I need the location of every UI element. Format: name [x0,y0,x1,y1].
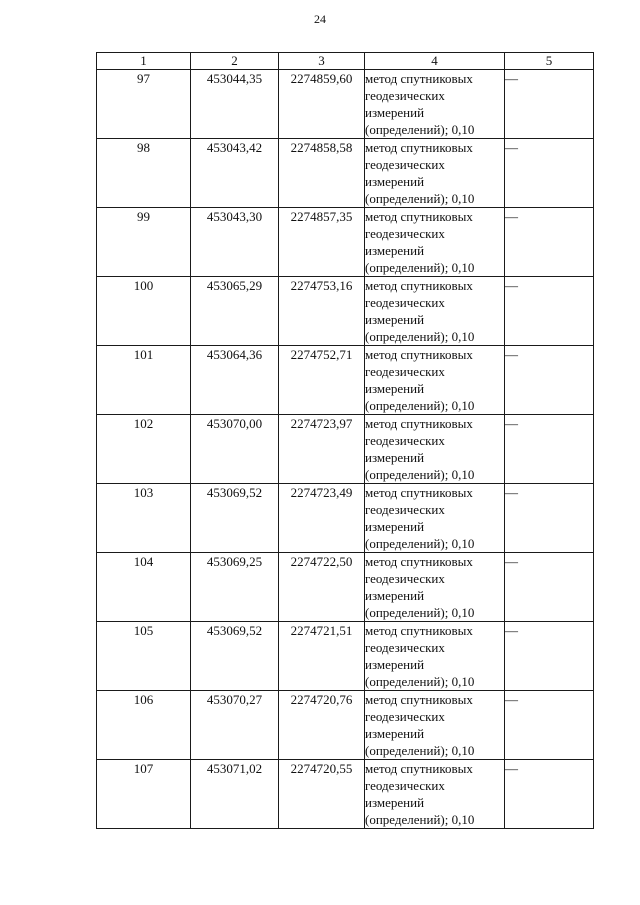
method-cell [365,622,505,691]
method-line: измерений [365,312,425,327]
note-cell: — [505,277,594,346]
point-number-cell: 103 [97,484,191,553]
x-coordinate-cell: 453069,52 [191,622,279,691]
method-line: (определений); 0,10 [365,605,475,620]
method-line: метод спутниковых [365,416,473,431]
method-cell [365,70,505,139]
method-line: метод спутниковых [365,761,473,776]
method-line: метод спутниковых [365,278,473,293]
point-number-cell: 104 [97,553,191,622]
column-header-2: 2 [191,53,279,70]
table-row [97,760,594,829]
method-line: геодезических [365,571,445,586]
column-header-1: 1 [97,53,191,70]
point-number-cell: 99 [97,208,191,277]
method-line: измерений [365,795,425,810]
method-line: (определений); 0,10 [365,674,475,689]
method-line: (определений); 0,10 [365,743,475,758]
x-coordinate-cell: 453064,36 [191,346,279,415]
x-coordinate-cell: 453070,00 [191,415,279,484]
table-header-row [97,53,594,70]
method-line: (определений); 0,10 [365,260,475,275]
note-cell: — [505,346,594,415]
method-line: метод спутниковых [365,623,473,638]
method-line: метод спутниковых [365,140,473,155]
method-line: метод спутниковых [365,485,473,500]
method-cell [365,139,505,208]
method-line: измерений [365,174,425,189]
y-coordinate-cell: 2274752,71 [279,346,365,415]
method-line: (определений); 0,10 [365,536,475,551]
method-line: (определений); 0,10 [365,467,475,482]
method-line: метод спутниковых [365,554,473,569]
column-header-4: 4 [365,53,505,70]
method-line: геодезических [365,502,445,517]
x-coordinate-cell: 453065,29 [191,277,279,346]
table-row [97,553,594,622]
note-cell: — [505,208,594,277]
table-row [97,208,594,277]
table-row [97,415,594,484]
x-coordinate-cell: 453071,02 [191,760,279,829]
method-line: измерений [365,105,425,120]
method-line: измерений [365,381,425,396]
method-line: геодезических [365,778,445,793]
point-number-cell: 100 [97,277,191,346]
method-line: метод спутниковых [365,209,473,224]
column-header-3: 3 [279,53,365,70]
method-cell [365,760,505,829]
method-line: измерений [365,657,425,672]
method-line: измерений [365,450,425,465]
point-number-cell: 102 [97,415,191,484]
point-number-cell: 97 [97,70,191,139]
method-line: геодезических [365,88,445,103]
method-line: (определений); 0,10 [365,329,475,344]
method-cell [365,691,505,760]
x-coordinate-cell: 453069,25 [191,553,279,622]
note-cell: — [505,691,594,760]
point-number-cell: 106 [97,691,191,760]
table-row [97,622,594,691]
note-cell: — [505,415,594,484]
x-coordinate-cell: 453069,52 [191,484,279,553]
x-coordinate-cell: 453043,42 [191,139,279,208]
y-coordinate-cell: 2274720,55 [279,760,365,829]
y-coordinate-cell: 2274753,16 [279,277,365,346]
point-number-cell: 98 [97,139,191,208]
table-row [97,691,594,760]
method-line: (определений); 0,10 [365,122,475,137]
y-coordinate-cell: 2274857,35 [279,208,365,277]
y-coordinate-cell: 2274723,49 [279,484,365,553]
point-number-cell: 105 [97,622,191,691]
method-line: (определений); 0,10 [365,398,475,413]
coordinates-table [96,52,594,829]
x-coordinate-cell: 453044,35 [191,70,279,139]
note-cell: — [505,70,594,139]
page-number: 24 [314,12,326,26]
y-coordinate-cell: 2274723,97 [279,415,365,484]
method-cell [365,415,505,484]
method-line: (определений); 0,10 [365,191,475,206]
x-coordinate-cell: 453070,27 [191,691,279,760]
method-cell [365,346,505,415]
method-line: измерений [365,519,425,534]
method-cell [365,277,505,346]
method-line: геодезических [365,433,445,448]
method-line: геодезических [365,226,445,241]
method-line: измерений [365,588,425,603]
method-line: геодезических [365,709,445,724]
x-coordinate-cell: 453043,30 [191,208,279,277]
method-line: геодезических [365,157,445,172]
method-line: метод спутниковых [365,347,473,362]
method-cell [365,484,505,553]
method-line: измерений [365,243,425,258]
point-number-cell: 101 [97,346,191,415]
note-cell: — [505,139,594,208]
method-line: геодезических [365,295,445,310]
point-number-cell: 107 [97,760,191,829]
note-cell: — [505,760,594,829]
table-row [97,484,594,553]
method-cell [365,553,505,622]
method-line: (определений); 0,10 [365,812,475,827]
note-cell: — [505,553,594,622]
table-row [97,346,594,415]
method-cell [365,208,505,277]
method-line: метод спутниковых [365,71,473,86]
column-header-5: 5 [505,53,594,70]
y-coordinate-cell: 2274859,60 [279,70,365,139]
note-cell: — [505,484,594,553]
table-row [97,139,594,208]
table-row [97,70,594,139]
method-line: геодезических [365,640,445,655]
y-coordinate-cell: 2274721,51 [279,622,365,691]
note-cell: — [505,622,594,691]
y-coordinate-cell: 2274858,58 [279,139,365,208]
method-line: геодезических [365,364,445,379]
table-row [97,277,594,346]
y-coordinate-cell: 2274722,50 [279,553,365,622]
y-coordinate-cell: 2274720,76 [279,691,365,760]
method-line: метод спутниковых [365,692,473,707]
method-line: измерений [365,726,425,741]
